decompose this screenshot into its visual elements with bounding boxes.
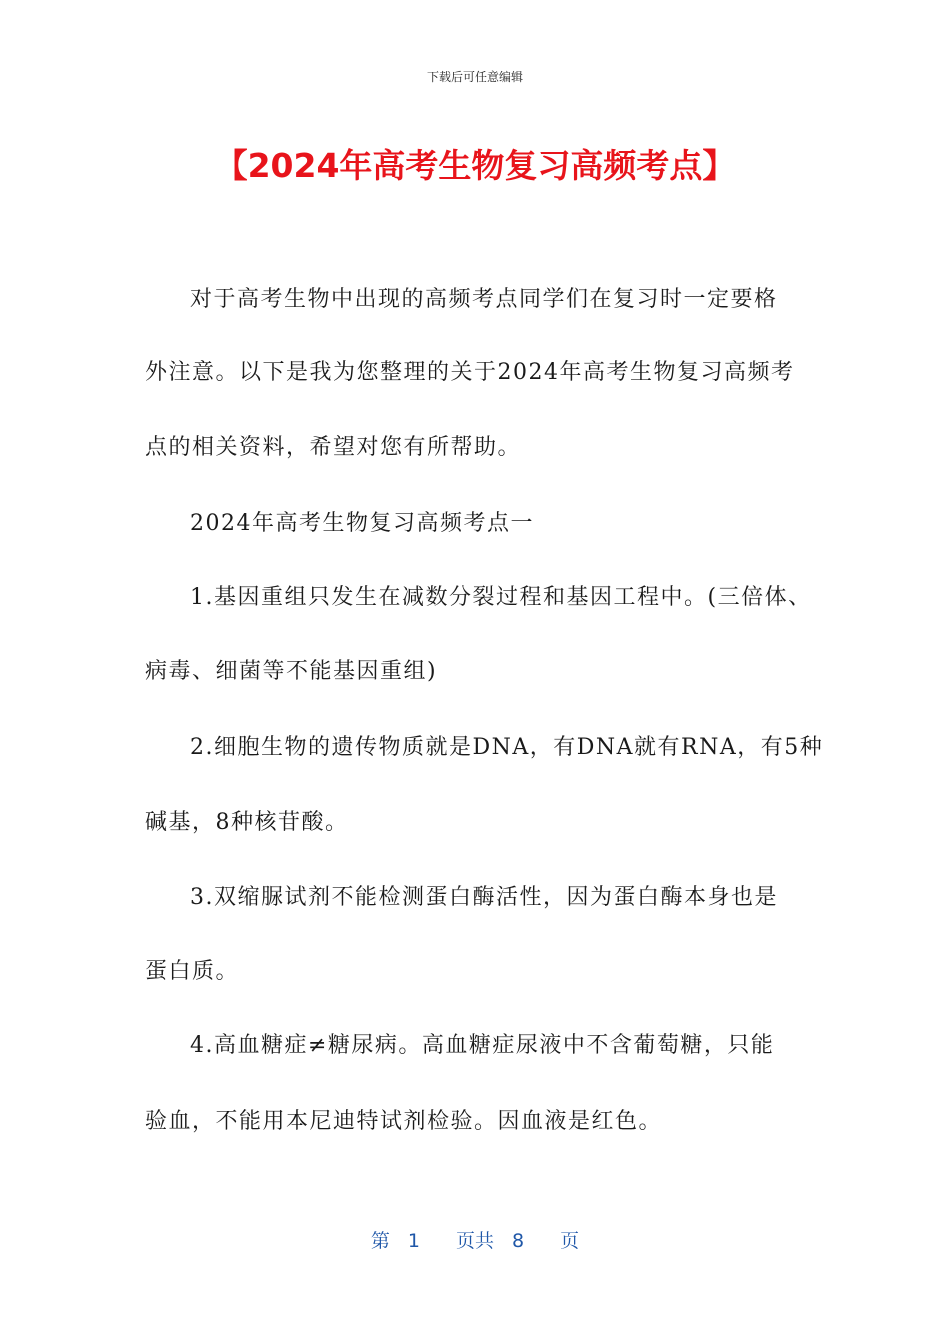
footer-total-pages: 8: [512, 1230, 525, 1252]
body-line-8: 碱基，8种核苷酸。: [145, 810, 349, 835]
footer-page-suffix: 页: [560, 1230, 580, 1252]
page-footer: [0, 1226, 950, 1253]
footer-total-label: 页共: [455, 1230, 494, 1252]
body-line-3: 点的相关资料，希望对您有所帮助。: [145, 435, 522, 460]
body-line-9: 3.双缩脲试剂不能检测蛋白酶活性，因为蛋白酶本身也是: [190, 885, 778, 910]
header-note: 下载后可任意编辑: [426, 70, 523, 84]
body-line-11: 4.高血糖症≠糖尿病。高血糖症尿液中不含葡萄糖，只能: [190, 1033, 775, 1058]
body-line-6: 病毒、细菌等不能基因重组): [145, 659, 438, 684]
body-line-12: 验血，不能用本尼迪特试剂检验。因血液是红色。: [145, 1109, 663, 1134]
body-line-2: 外注意。以下是我为您整理的关于2024年高考生物复习高频考: [145, 360, 795, 385]
document-title: 【2024年高考生物复习高频考点】: [214, 146, 736, 185]
footer-page-label: 第: [370, 1230, 390, 1252]
body-line-7: 2.细胞生物的遗传物质就是DNA，有DNA就有RNA，有5种: [190, 735, 824, 760]
body-line-5: 1.基因重组只发生在减数分裂过程和基因工程中。(三倍体、: [190, 585, 812, 610]
body-line-10: 蛋白质。: [145, 959, 240, 984]
footer-current-page: 1: [407, 1230, 420, 1252]
section-heading: 2024年高考生物复习高频考点一: [190, 511, 534, 536]
body-line-1: 对于高考生物中出现的高频考点同学们在复习时一定要格: [190, 287, 778, 312]
